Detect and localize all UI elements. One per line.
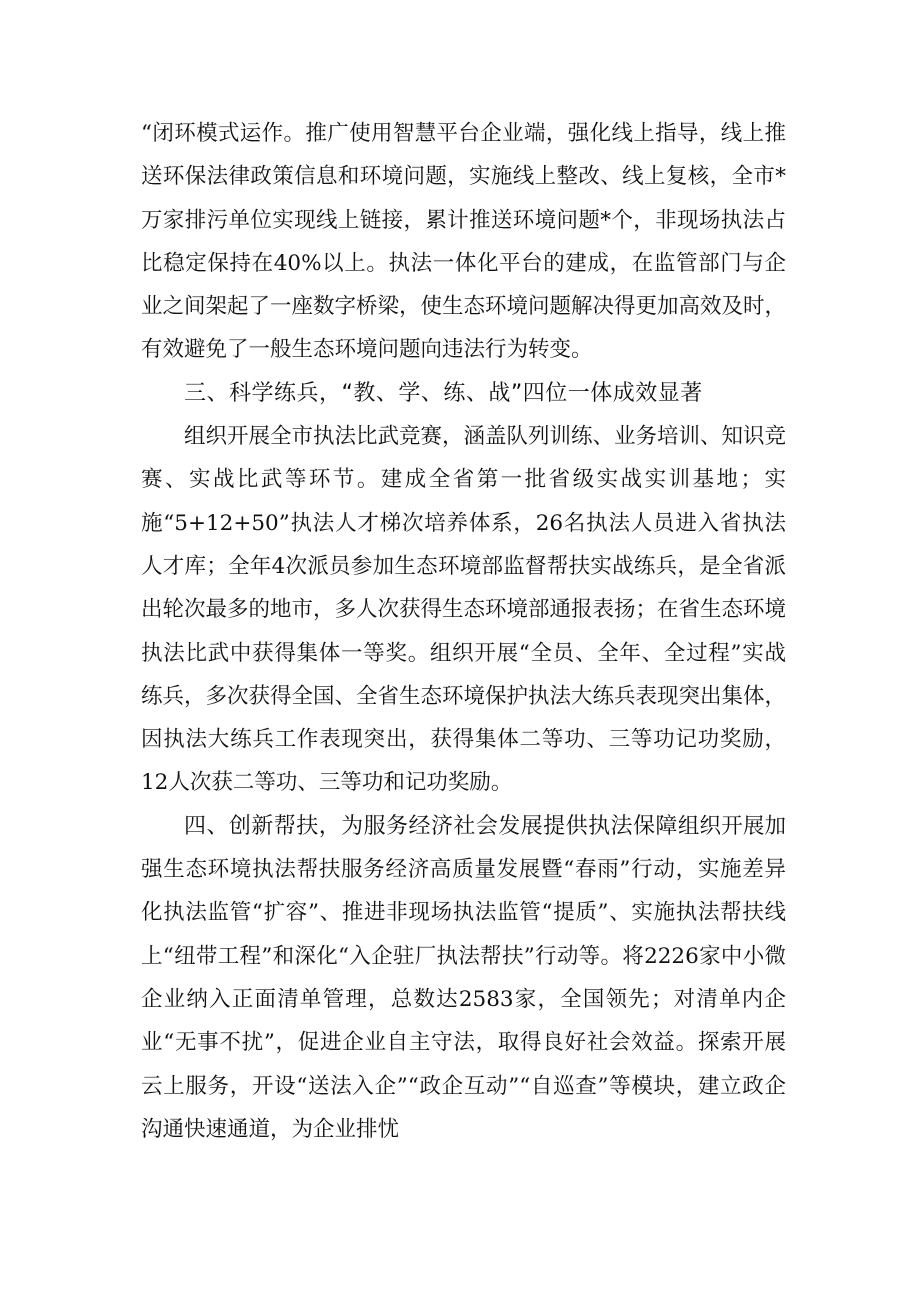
section-heading-3: 三、科学练兵，“教、学、练、战”四位一体成效显著: [184, 380, 703, 406]
section-heading-4: 四、创新帮扶，为服务经济社会发展提供执法保障: [184, 813, 678, 839]
document-body: [141, 112, 786, 1151]
section-body-4: 组织开展加强生态环境执法帮扶服务经济高质量发展暨“春雨”行动，实施差异化执法监管“扩容”、推进非现场执法监管“提质”、实施执法帮扶线上“纽带工程”和深化“入企驻厂执法帮扶”行动等。将2226家中小微企业纳入正面清单管理，总数达2583家，全国领先；对清单内企业“无事不扰”，促进企业自主守法，取得良好社会效益。探索开展云上服务，开设“送法入企”“政企互动”“自巡查”等模块，建立政企沟通快速通道，为企业排忧: [141, 813, 786, 1142]
paragraph-continued: “闭环模式运作。推广使用智慧平台企业端，强化线上指导，线上推送环保法律政策信息和环境问题，实施线上整改、线上复核，全市*万家排污单位实现线上链接，累计推送环境问题*个，非现场执法占比稳定保持在40%以上。执法一体化平台的建成，在监管部门与企业之间架起了一座数字桥梁，使生态环境问题解决得更加高效及时，有效避免了一般生态环境问题向违法行为转变。: [141, 121, 787, 363]
section-paragraph-4: [141, 805, 786, 1151]
section-body-3: 组织开展全市执法比武竞赛，涵盖队列训练、业务培训、知识竞赛、实战比武等环节。建成全省第一批省级实战实训基地；实施“5+12+50”执法人才梯次培养体系，26名执法人员进入省执法人才库；全年4次派员参加生态环境部监督帮扶实战练兵，是全省派出轮次最多的地市，多人次获得生态环境部通报表扬；在省生态环境执法比武中获得集体一等奖。组织开展“全员、全年、全过程”实战练兵，多次获得全国、全省生态环境保护执法大练兵表现突出集体，因执法大练兵工作表现突出，获得集体二等功、三等功记功奖励，12人次获二等功、三等功和记功奖励。: [141, 424, 787, 796]
